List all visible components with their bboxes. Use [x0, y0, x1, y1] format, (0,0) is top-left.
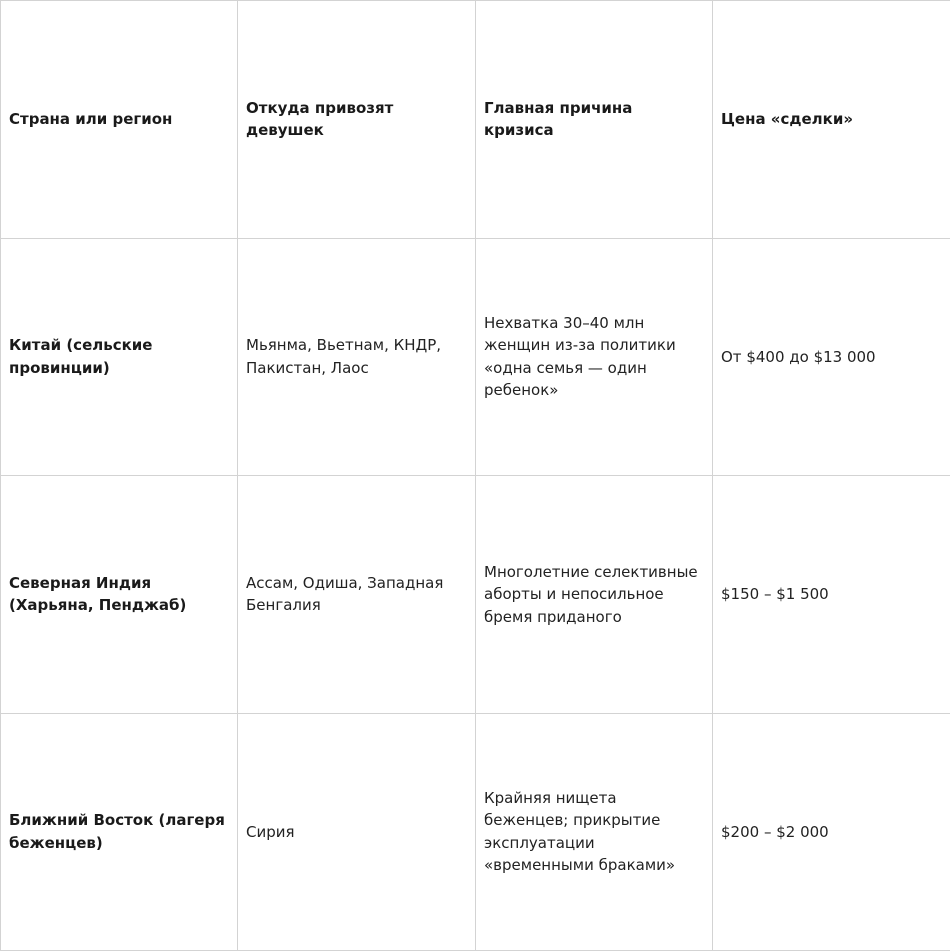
header-region: Страна или регион	[1, 1, 238, 239]
cell-price: $200 – $2 000	[713, 713, 950, 951]
header-source: Откуда привозят девушек	[238, 1, 476, 239]
header-price: Цена «сделки»	[713, 1, 950, 239]
cell-cause: Нехватка 30–40 млн женщин из-за политики «одна семья — один ребенок»	[476, 238, 713, 476]
table-row	[1, 476, 950, 714]
cell-source: Мьянма, Вьетнам, КНДР, Пакистан, Лаос	[238, 238, 476, 476]
table-header-row	[1, 1, 950, 239]
cell-region: Ближний Восток (лагеря беженцев)	[1, 713, 238, 951]
header-cause: Главная причина кризиса	[476, 1, 713, 239]
cell-price: $150 – $1 500	[713, 476, 950, 714]
cell-price: От $400 до $13 000	[713, 238, 950, 476]
cell-source: Ассам, Одиша, Западная Бенгалия	[238, 476, 476, 714]
cell-region: Северная Индия (Харьяна, Пенджаб)	[1, 476, 238, 714]
table-row	[1, 713, 950, 951]
cell-region: Китай (сельские провинции)	[1, 238, 238, 476]
cell-source: Сирия	[238, 713, 476, 951]
cell-cause: Многолетние селективные аборты и непосильное бремя приданого	[476, 476, 713, 714]
cell-cause: Крайняя нищета беженцев; прикрытие эксплуатации «временными браками»	[476, 713, 713, 951]
table-row	[1, 238, 950, 476]
